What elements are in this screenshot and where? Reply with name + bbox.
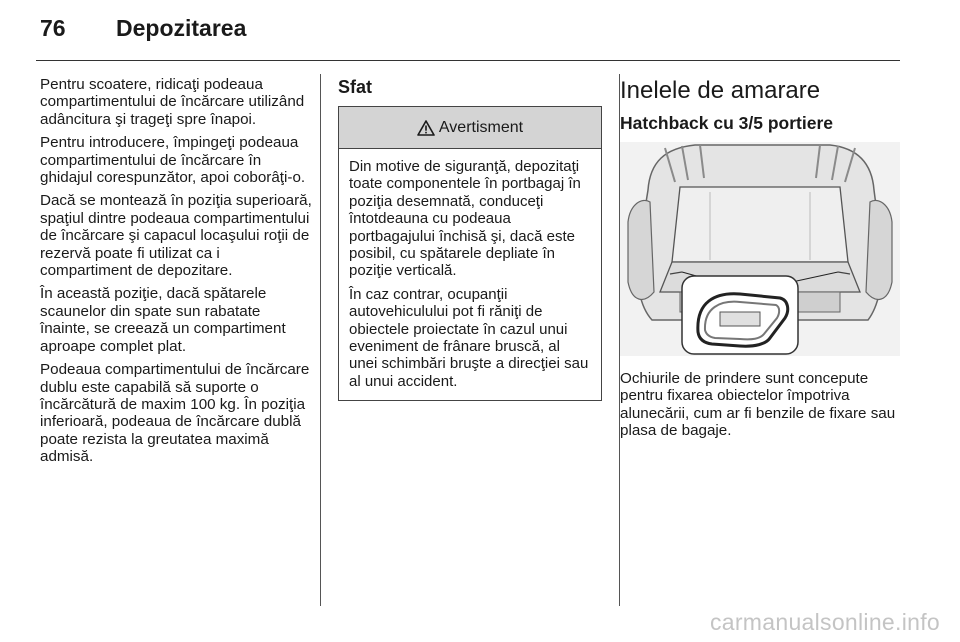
section-title: Inelele de amarare (620, 77, 821, 104)
paragraph: În această poziţie, dacă spătarele scaunelor din spate sun rabatate înainte, se creează un compartiment aproape complet plat. (40, 285, 286, 355)
paragraph: Podeaua compartimentului de încărcare dublu este capabilă să suporte o încărcătură de maxim 100 kg. În poziţia inferioară, podeaua de încărcare dublă poate rezista la greutatea maximă admisă. (40, 361, 310, 466)
paragraph: Ochiurile de prindere sunt concepute pentru fixarea obiectelor împotriva alunecării, cum ar fi benzile de fixare sau plasa de bagaje. (620, 370, 896, 440)
car-trunk-lashing-eye-illustration (620, 142, 900, 356)
subsection-title: Hatchback cu 3/5 portiere (620, 113, 833, 133)
warning-triangle-icon (417, 120, 435, 136)
warning-box (338, 106, 602, 401)
paragraph: Dacă se montează în poziţia superioară, spaţiul dintre podeaua compartimentului de încărcare şi capacul locaşului roţii de rezervă poate fi utilizat ca i compartiment de depozitare. (40, 192, 312, 280)
warning-header (339, 107, 601, 149)
warning-paragraph: Din motive de siguranţă, depozitaţi toate componentele în portbagaj în poziţia desemnată, conduceţi întotdeauna cu podeaua portbagajului închisă şi, dacă este posibil, cu spătarele depliate în poziţie verticală. (349, 158, 581, 280)
page-title: Depozitarea (116, 15, 247, 41)
warning-title: Avertisment (438, 118, 524, 136)
header-rule (36, 60, 900, 61)
paragraph: Pentru introducere, împingeţi podeaua compartimentului de încărcare în ghidajul corespunzător, apoi coborâţi-o. (40, 134, 306, 187)
paragraph: Pentru scoatere, ridicaţi podeaua compartimentului de încărcare utilizând adâncitura şi trageţi spre înapoi. (40, 76, 305, 128)
column-middle (338, 76, 602, 401)
column-left (40, 76, 312, 472)
watermark: carmanualsonline.info (709, 609, 940, 635)
column-right (620, 76, 904, 446)
warning-paragraph: În caz contrar, ocupanţii autovehiculului pot fi răniţi de obiectele proiectate în cazul unui eveniment de frânare bruscă, al unei schimbări bruşte a direcţiei sau al unui accident. (349, 285, 589, 390)
warning-body (339, 149, 601, 400)
tip-heading: Sfat (338, 77, 373, 97)
page-number: 76 (40, 15, 66, 41)
column-divider-1 (320, 74, 321, 606)
